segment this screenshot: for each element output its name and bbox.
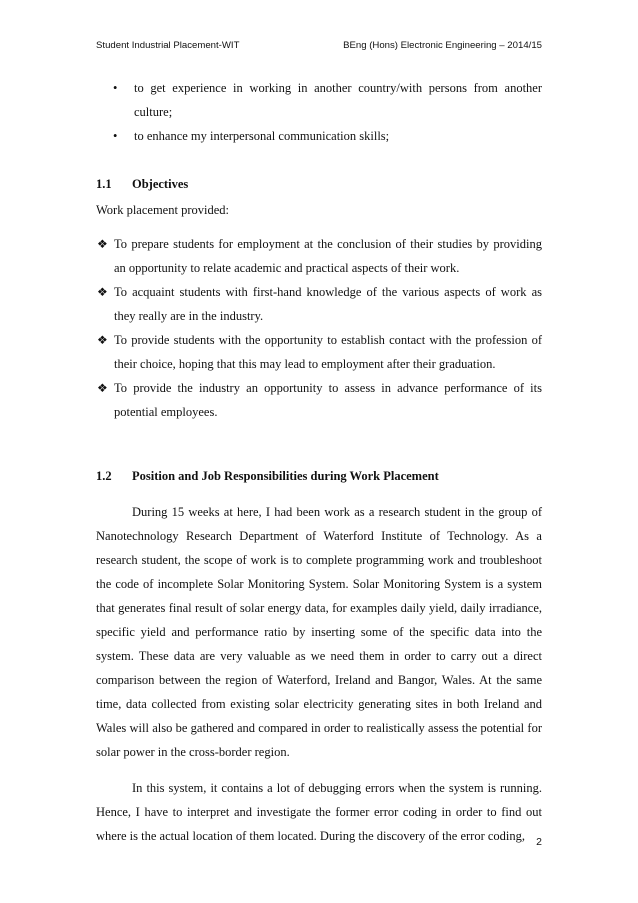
bullet-dot-icon: • (113, 129, 118, 143)
objective-item (96, 376, 542, 424)
diamond-bullet-icon: ❖ (97, 333, 108, 347)
header-right-text: BEng (Hons) Electronic Engineering – 2014/15 (343, 40, 542, 51)
objectives-list (96, 232, 542, 424)
bullet-item (96, 124, 542, 148)
objective-item (96, 280, 542, 328)
section-title: Objectives (132, 177, 189, 191)
bullet-text: to enhance my interpersonal communication skills; (134, 129, 390, 143)
objective-text: To prepare students for employment at the conclusion of their studies by providing an opportunity to relate academic and practical aspects of their work. (114, 237, 542, 275)
page-header (96, 40, 542, 54)
section-title: Position and Job Responsibilities during Work Placement (132, 469, 439, 483)
objective-item (96, 232, 542, 280)
bullet-item (96, 76, 542, 124)
diamond-bullet-icon: ❖ (97, 285, 108, 299)
body-paragraph: During 15 weeks at here, I had been work as a research student in the group of Nanotechnology Research Department of Waterford Institute of Technology. As a research student, the scope of work is to complete programming work and troubleshoot the code of incomplete Solar Monitoring System. Solar Monitoring System is a system that generates final result of solar energy data, for examples daily yield, daily irradiance, specific yield and performance ratio by inserting some of the specific data into the system. These data are very valuable as we need them in order to carry out a direct comparison between the region of Waterford, Ireland and Bangor, Wales. At the same time, data collected from existing solar electricity generating sites in both Ireland and Wales will also be gathered and compared in order to realistically assess the potential for solar power in the cross-border region. (96, 505, 542, 759)
diamond-bullet-icon: ❖ (97, 237, 108, 251)
section-number: 1.2 (96, 469, 112, 483)
document-body (96, 76, 542, 848)
objectives-intro: Work placement provided: (96, 203, 229, 217)
objective-text: To provide the industry an opportunity to assess in advance performance of its potential employees. (114, 381, 542, 419)
section-number: 1.1 (96, 177, 112, 191)
bullet-text: to get experience in working in another country/with persons from another culture; (134, 81, 542, 119)
bullet-dot-icon: • (113, 81, 118, 95)
section-heading-position (96, 464, 542, 488)
diamond-bullet-icon: ❖ (97, 381, 108, 395)
objective-text: To acquaint students with first-hand knowledge of the various aspects of work as they really are in the industry. (114, 285, 542, 323)
page-number: 2 (536, 836, 542, 848)
header-left-text: Student Industrial Placement-WIT (96, 40, 240, 51)
objective-item (96, 328, 542, 376)
bullet-list (96, 76, 542, 148)
body-paragraph: In this system, it contains a lot of debugging errors when the system is running. Hence, I have to interpret and investigate the former error coding in order to find out where is the actual location of them located. During the discovery of the error coding, (96, 781, 542, 843)
objective-text: To provide students with the opportunity to establish contact with the profession of their choice, hoping that this may lead to employment after their graduation. (114, 333, 542, 371)
section-heading-objectives (96, 172, 542, 196)
